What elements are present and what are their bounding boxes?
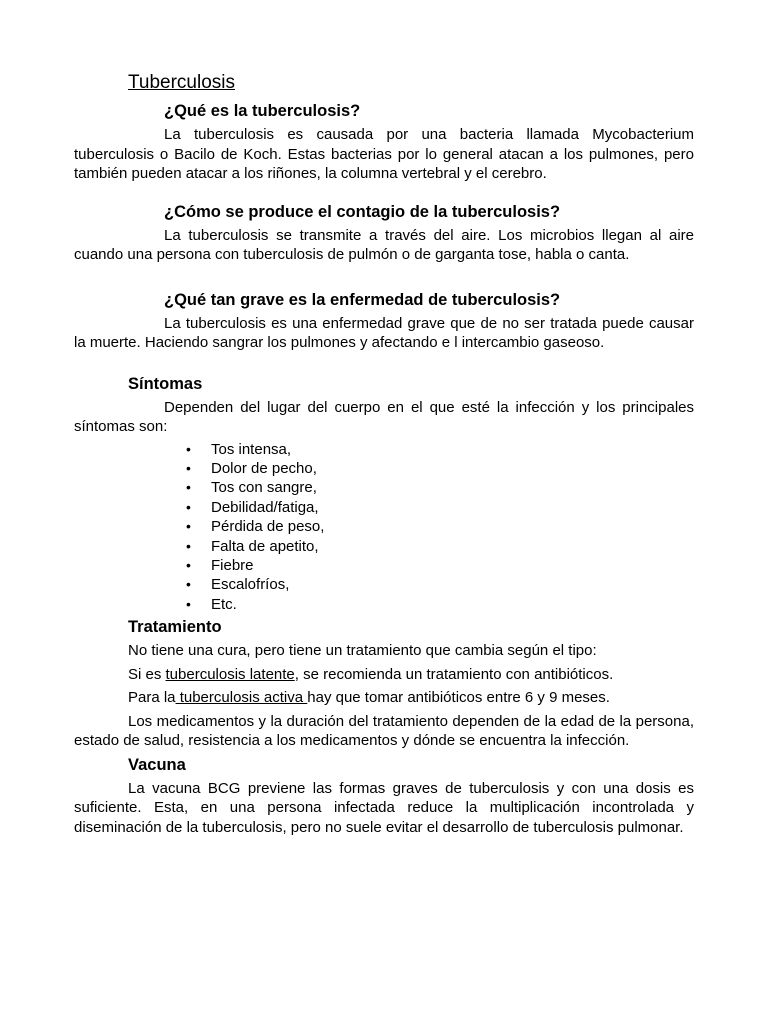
bullet-icon: • (186, 556, 191, 573)
bullet-icon: • (186, 498, 191, 515)
symptoms-list (74, 440, 694, 615)
list-item: • Escalofríos, (186, 576, 290, 594)
list-item: • Debilidad/fatiga, (186, 498, 319, 516)
list-item: • Falta de apetito, (186, 537, 319, 555)
document-content (74, 70, 694, 837)
symptoms-heading: Síntomas (128, 374, 203, 393)
latent-tb-link[interactable]: tuberculosis latente (165, 665, 295, 683)
bullet-icon: • (186, 595, 191, 612)
bullet-icon: • (186, 518, 191, 535)
treatment-line-1: No tiene una cura, pero tiene un tratamiento que cambia según el tipo: (128, 642, 597, 660)
list-item: • Tos intensa, (186, 440, 292, 458)
section-severity-heading: ¿Qué tan grave es la enfermedad de tuberculosis? (164, 290, 561, 309)
vaccine-body: La vacuna BCG previene las formas graves de tuberculosis y con una dosis es suficiente. Esta, en una persona infectada reduce la multiplicación incontrolada y diseminación de la tuberculosis, pero no suele evitar el desarrollo de tuberculosis pulmonar. (74, 779, 694, 836)
vaccine-heading: Vacuna (128, 755, 186, 774)
symptoms-intro: Dependen del lugar del cuerpo en el que esté la infección y los principales síntomas son: (74, 398, 694, 435)
bullet-icon: • (186, 459, 191, 476)
treatment-line-2: Si es tuberculosis latente, se recomienda un tratamiento con antibióticos. (128, 665, 614, 683)
section-contagion-heading: ¿Cómo se produce el contagio de la tuberculosis? (164, 202, 561, 221)
list-item: • Dolor de pecho, (186, 459, 317, 477)
list-item: • Fiebre (186, 556, 254, 574)
treatment-line-3: Para la tuberculosis activa hay que tomar antibióticos entre 6 y 9 meses. (128, 689, 610, 707)
treatment-heading: Tratamiento (128, 618, 222, 637)
bullet-icon: • (186, 576, 191, 593)
active-tb-link[interactable]: tuberculosis activa (175, 689, 308, 707)
section-what-is-body: La tuberculosis es causada por una bacteria llamada Mycobacterium tuberculosis o Bacilo de Koch. Estas bacterias por lo general atacan a los pulmones, pero también pueden atacar a los riñones, la columna vertebral y el cerebro. (74, 126, 694, 182)
document-title: Tuberculosis (128, 72, 236, 93)
bullet-icon: • (186, 440, 191, 457)
section-what-is-heading: ¿Qué es la tuberculosis? (164, 102, 361, 120)
list-item: • Tos con sangre, (186, 479, 317, 497)
section-contagion-body: La tuberculosis se transmite a través del aire. Los microbios llegan al aire cuando una persona con tuberculosis de pulmón o de garganta tose, habla o canta. (74, 226, 694, 263)
list-item: • Pérdida de peso, (186, 518, 325, 536)
treatment-body: Los medicamentos y la duración del tratamiento dependen de la edad de la persona, estado de salud, resistencia a los medicamentos y dónde se encuentra la infección. (74, 712, 694, 750)
bullet-icon: • (186, 479, 191, 496)
section-severity-body: La tuberculosis es una enfermedad grave que de no ser tratada puede causar la muerte. Haciendo sangrar los pulmones y afectando e l intercambio gaseoso. (74, 314, 694, 351)
list-item: • Etc. (186, 595, 237, 613)
bullet-icon: • (186, 537, 191, 554)
